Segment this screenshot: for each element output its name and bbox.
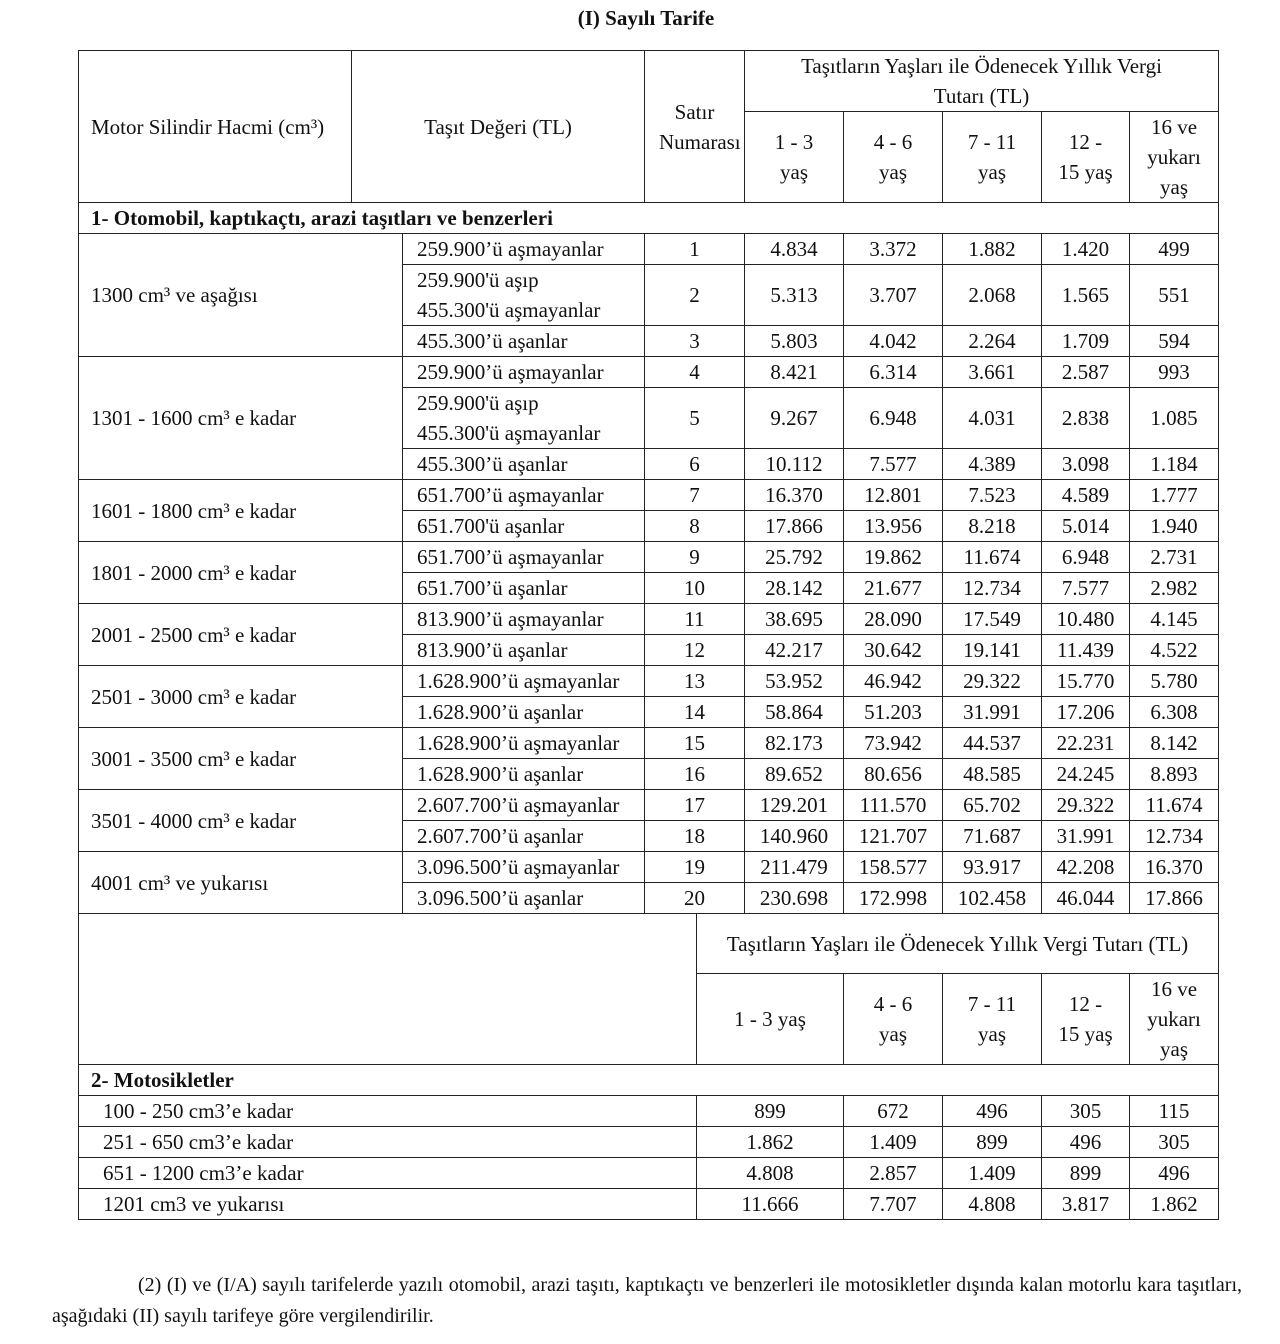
tax-value-cell: 594 xyxy=(1130,326,1219,357)
tax-value-cell: 17.866 xyxy=(745,511,844,542)
tax-value-cell: 1.862 xyxy=(697,1127,844,1158)
vehicle-value-cell: 3.096.500’ü aşanlar xyxy=(403,883,645,914)
table-row xyxy=(79,666,1219,697)
vehicle-value-cell: 813.900’ü aşmayanlar xyxy=(403,604,645,635)
tax-value-cell: 1.184 xyxy=(1130,449,1219,480)
tax-value-cell: 1.565 xyxy=(1042,265,1130,326)
header-motor: Motor Silindir Hacmi (cm³) xyxy=(79,51,352,203)
table-row xyxy=(79,542,1219,573)
tax-value-cell: 4.389 xyxy=(943,449,1042,480)
tax-value-cell: 1.709 xyxy=(1042,326,1130,357)
table-row xyxy=(79,1158,1219,1189)
engine-group-label: 1300 cm³ ve aşağısı xyxy=(79,234,403,357)
tax-value-cell: 6.314 xyxy=(844,357,943,388)
tax-value-cell: 1.777 xyxy=(1130,480,1219,511)
tax-value-cell: 42.217 xyxy=(745,635,844,666)
tax-value-cell: 80.656 xyxy=(844,759,943,790)
header-age: 4 - 6 yaş xyxy=(844,112,943,203)
tax-value-cell: 24.245 xyxy=(1042,759,1130,790)
header-age: 4 - 6 yaş xyxy=(844,974,943,1065)
tax-value-cell: 48.585 xyxy=(943,759,1042,790)
motorcycle-label: 651 - 1200 cm3’e kadar xyxy=(79,1158,697,1189)
tax-value-cell: 8.218 xyxy=(943,511,1042,542)
tax-value-cell: 3.661 xyxy=(943,357,1042,388)
blank-cell xyxy=(79,914,697,1065)
engine-group-label: 4001 cm³ ve yukarısı xyxy=(79,852,403,914)
tax-value-cell: 140.960 xyxy=(745,821,844,852)
vehicle-value-cell: 259.900’ü aşmayanlar xyxy=(403,357,645,388)
tax-value-cell: 4.834 xyxy=(745,234,844,265)
tax-value-cell: 230.698 xyxy=(745,883,844,914)
vehicle-value-cell: 651.700'ü aşanlar xyxy=(403,511,645,542)
tax-value-cell: 19.862 xyxy=(844,542,943,573)
tax-value-cell: 2.264 xyxy=(943,326,1042,357)
tax-value-cell: 305 xyxy=(1130,1127,1219,1158)
tax-value-cell: 4.522 xyxy=(1130,635,1219,666)
tax-value-cell: 496 xyxy=(943,1096,1042,1127)
header-age: 16 ve yukarı yaş xyxy=(1130,112,1219,203)
tax-value-cell: 2.857 xyxy=(844,1158,943,1189)
tax-value-cell: 25.792 xyxy=(745,542,844,573)
tax-value-cell: 993 xyxy=(1130,357,1219,388)
tax-value-cell: 5.780 xyxy=(1130,666,1219,697)
tax-value-cell: 211.479 xyxy=(745,852,844,883)
tax-value-cell: 17.549 xyxy=(943,604,1042,635)
tax-value-cell: 8.421 xyxy=(745,357,844,388)
tax-value-cell: 4.145 xyxy=(1130,604,1219,635)
section2-vergi: Taşıtların Yaşları ile Ödenecek Yıllık Vergi Tutarı (TL) xyxy=(697,914,1219,974)
tax-value-cell: 551 xyxy=(1130,265,1219,326)
tax-value-cell: 12.734 xyxy=(943,573,1042,604)
tax-value-cell: 46.942 xyxy=(844,666,943,697)
vehicle-value-cell: 455.300’ü aşanlar xyxy=(403,326,645,357)
tax-value-cell: 44.537 xyxy=(943,728,1042,759)
table-row xyxy=(79,790,1219,821)
tax-value-cell: 71.687 xyxy=(943,821,1042,852)
tax-value-cell: 102.458 xyxy=(943,883,1042,914)
vehicle-value-cell: 1.628.900’ü aşanlar xyxy=(403,697,645,728)
header-satir: Satır Numarası xyxy=(645,51,745,203)
row-number-cell: 9 xyxy=(645,542,745,573)
tax-value-cell: 17.866 xyxy=(1130,883,1219,914)
row-number-cell: 3 xyxy=(645,326,745,357)
tax-value-cell: 30.642 xyxy=(844,635,943,666)
row-number-cell: 11 xyxy=(645,604,745,635)
engine-group-label: 1301 - 1600 cm³ e kadar xyxy=(79,357,403,480)
tax-value-cell: 4.042 xyxy=(844,326,943,357)
tax-value-cell: 29.322 xyxy=(943,666,1042,697)
row-number-cell: 1 xyxy=(645,234,745,265)
row-number-cell: 6 xyxy=(645,449,745,480)
tax-value-cell: 11.439 xyxy=(1042,635,1130,666)
vehicle-value-cell: 3.096.500’ü aşmayanlar xyxy=(403,852,645,883)
section2-header-row xyxy=(79,914,1219,974)
tax-value-cell: 12.734 xyxy=(1130,821,1219,852)
vehicle-value-cell: 1.628.900’ü aşmayanlar xyxy=(403,728,645,759)
tax-value-cell: 1.882 xyxy=(943,234,1042,265)
tariff-body xyxy=(79,51,1219,1220)
table-row xyxy=(79,1127,1219,1158)
row-number-cell: 8 xyxy=(645,511,745,542)
row-number-cell: 2 xyxy=(645,265,745,326)
tax-value-cell: 5.014 xyxy=(1042,511,1130,542)
tax-value-cell: 73.942 xyxy=(844,728,943,759)
tax-value-cell: 13.956 xyxy=(844,511,943,542)
tax-value-cell: 42.208 xyxy=(1042,852,1130,883)
tax-value-cell: 10.480 xyxy=(1042,604,1130,635)
tax-value-cell: 31.991 xyxy=(1042,821,1130,852)
tax-value-cell: 10.112 xyxy=(745,449,844,480)
tax-value-cell: 2.838 xyxy=(1042,388,1130,449)
table-row xyxy=(79,1096,1219,1127)
tax-value-cell: 7.577 xyxy=(844,449,943,480)
tax-value-cell: 1.409 xyxy=(844,1127,943,1158)
header-row xyxy=(79,51,1219,112)
table-row xyxy=(79,480,1219,511)
tax-value-cell: 8.893 xyxy=(1130,759,1219,790)
tax-value-cell: 5.803 xyxy=(745,326,844,357)
motorcycle-label: 251 - 650 cm3’e kadar xyxy=(79,1127,697,1158)
tax-value-cell: 158.577 xyxy=(844,852,943,883)
engine-group-label: 3001 - 3500 cm³ e kadar xyxy=(79,728,403,790)
tax-value-cell: 7.707 xyxy=(844,1189,943,1220)
tax-value-cell: 6.948 xyxy=(844,388,943,449)
header-age: 1 - 3 yaş xyxy=(745,112,844,203)
tax-value-cell: 38.695 xyxy=(745,604,844,635)
tax-value-cell: 11.674 xyxy=(1130,790,1219,821)
engine-group-label: 2501 - 3000 cm³ e kadar xyxy=(79,666,403,728)
tax-value-cell: 9.267 xyxy=(745,388,844,449)
header-age: 12 - 15 yaş xyxy=(1042,112,1130,203)
motorcycle-label: 1201 cm3 ve yukarısı xyxy=(79,1189,697,1220)
tax-value-cell: 6.948 xyxy=(1042,542,1130,573)
tax-value-cell: 3.098 xyxy=(1042,449,1130,480)
engine-group-label: 3501 - 4000 cm³ e kadar xyxy=(79,790,403,852)
tax-value-cell: 899 xyxy=(1042,1158,1130,1189)
tax-value-cell: 93.917 xyxy=(943,852,1042,883)
tax-value-cell: 4.589 xyxy=(1042,480,1130,511)
table-row xyxy=(79,728,1219,759)
tax-value-cell: 1.940 xyxy=(1130,511,1219,542)
tax-value-cell: 2.731 xyxy=(1130,542,1219,573)
tax-value-cell: 11.666 xyxy=(697,1189,844,1220)
footnote-paragraph: (2) (I) ve (I/A) sayılı tarifelerde yazılı otomobil, arazi taşıtı, kaptıkaçtı ve benzerleri ile motosikletler dışında kalan motorlu kara taşıtları, aşağıdaki (II) sayılı tarifeye göre vergilendirilir. xyxy=(52,1274,1242,1327)
tax-value-cell: 111.570 xyxy=(844,790,943,821)
tax-value-cell: 4.031 xyxy=(943,388,1042,449)
table-row xyxy=(79,234,1219,265)
section-title: 1- Otomobil, kaptıkaçtı, arazi taşıtları ve benzerleri xyxy=(79,203,1219,234)
tax-value-cell: 16.370 xyxy=(1130,852,1219,883)
tax-value-cell: 19.141 xyxy=(943,635,1042,666)
tax-value-cell: 16.370 xyxy=(745,480,844,511)
tax-value-cell: 172.998 xyxy=(844,883,943,914)
tax-value-cell: 129.201 xyxy=(745,790,844,821)
header-age: 16 ve yukarı yaş xyxy=(1130,974,1219,1065)
vehicle-value-cell: 2.607.700’ü aşmayanlar xyxy=(403,790,645,821)
tax-value-cell: 28.090 xyxy=(844,604,943,635)
tax-value-cell: 499 xyxy=(1130,234,1219,265)
row-number-cell: 13 xyxy=(645,666,745,697)
row-number-cell: 16 xyxy=(645,759,745,790)
tax-value-cell: 1.420 xyxy=(1042,234,1130,265)
tax-value-cell: 121.707 xyxy=(844,821,943,852)
tax-value-cell: 17.206 xyxy=(1042,697,1130,728)
vehicle-value-cell: 259.900'ü aşıp 455.300'ü aşmayanlar xyxy=(403,388,645,449)
vehicle-value-cell: 455.300’ü aşanlar xyxy=(403,449,645,480)
tax-value-cell: 899 xyxy=(943,1127,1042,1158)
table-row xyxy=(79,357,1219,388)
tax-value-cell: 58.864 xyxy=(745,697,844,728)
vehicle-value-cell: 651.700’ü aşanlar xyxy=(403,573,645,604)
row-number-cell: 19 xyxy=(645,852,745,883)
vehicle-value-cell: 651.700’ü aşmayanlar xyxy=(403,480,645,511)
section-title: 2- Motosikletler xyxy=(79,1065,1219,1096)
section-row xyxy=(79,203,1219,234)
tax-value-cell: 22.231 xyxy=(1042,728,1130,759)
vehicle-value-cell: 1.628.900’ü aşmayanlar xyxy=(403,666,645,697)
tax-value-cell: 4.808 xyxy=(697,1158,844,1189)
table-row xyxy=(79,852,1219,883)
row-number-cell: 5 xyxy=(645,388,745,449)
row-number-cell: 15 xyxy=(645,728,745,759)
vehicle-value-cell: 813.900’ü aşanlar xyxy=(403,635,645,666)
vehicle-value-cell: 259.900’ü aşmayanlar xyxy=(403,234,645,265)
engine-group-label: 1801 - 2000 cm³ e kadar xyxy=(79,542,403,604)
tax-value-cell: 305 xyxy=(1042,1096,1130,1127)
table-row xyxy=(79,1189,1219,1220)
row-number-cell: 7 xyxy=(645,480,745,511)
tax-value-cell: 46.044 xyxy=(1042,883,1130,914)
engine-group-label: 2001 - 2500 cm³ e kadar xyxy=(79,604,403,666)
tax-value-cell: 8.142 xyxy=(1130,728,1219,759)
vehicle-value-cell: 259.900'ü aşıp 455.300'ü aşmayanlar xyxy=(403,265,645,326)
tax-value-cell: 11.674 xyxy=(943,542,1042,573)
tax-value-cell: 3.372 xyxy=(844,234,943,265)
tax-value-cell: 51.203 xyxy=(844,697,943,728)
tax-value-cell: 15.770 xyxy=(1042,666,1130,697)
tax-value-cell: 89.652 xyxy=(745,759,844,790)
tax-value-cell: 65.702 xyxy=(943,790,1042,821)
tax-value-cell: 3.707 xyxy=(844,265,943,326)
motorcycle-label: 100 - 250 cm3’e kadar xyxy=(79,1096,697,1127)
tax-value-cell: 28.142 xyxy=(745,573,844,604)
tax-value-cell: 1.409 xyxy=(943,1158,1042,1189)
tariff-title: (I) Sayılı Tarife xyxy=(577,6,715,30)
vehicle-value-cell: 1.628.900’ü aşanlar xyxy=(403,759,645,790)
tax-value-cell: 7.523 xyxy=(943,480,1042,511)
row-number-cell: 10 xyxy=(645,573,745,604)
row-number-cell: 20 xyxy=(645,883,745,914)
tax-value-cell: 672 xyxy=(844,1096,943,1127)
header-vergi: Taşıtların Yaşları ile Ödenecek Yıllık Vergi Tutarı (TL) xyxy=(745,51,1219,112)
tax-value-cell: 4.808 xyxy=(943,1189,1042,1220)
header-age: 7 - 11 yaş xyxy=(943,112,1042,203)
header-deger: Taşıt Değeri (TL) xyxy=(352,51,645,203)
tax-value-cell: 6.308 xyxy=(1130,697,1219,728)
row-number-cell: 14 xyxy=(645,697,745,728)
tax-value-cell: 1.862 xyxy=(1130,1189,1219,1220)
section-row xyxy=(79,1065,1219,1096)
tax-value-cell: 2.587 xyxy=(1042,357,1130,388)
tax-value-cell: 7.577 xyxy=(1042,573,1130,604)
engine-group-label: 1601 - 1800 cm³ e kadar xyxy=(79,480,403,542)
row-number-cell: 4 xyxy=(645,357,745,388)
vehicle-value-cell: 2.607.700’ü aşanlar xyxy=(403,821,645,852)
row-number-cell: 12 xyxy=(645,635,745,666)
tax-value-cell: 82.173 xyxy=(745,728,844,759)
tax-value-cell: 31.991 xyxy=(943,697,1042,728)
tax-value-cell: 29.322 xyxy=(1042,790,1130,821)
tax-value-cell: 899 xyxy=(697,1096,844,1127)
tax-value-cell: 1.085 xyxy=(1130,388,1219,449)
table-row xyxy=(79,604,1219,635)
tax-value-cell: 3.817 xyxy=(1042,1189,1130,1220)
row-number-cell: 17 xyxy=(645,790,745,821)
row-number-cell: 18 xyxy=(645,821,745,852)
tax-value-cell: 5.313 xyxy=(745,265,844,326)
tax-value-cell: 12.801 xyxy=(844,480,943,511)
tax-value-cell: 21.677 xyxy=(844,573,943,604)
header-age: 12 - 15 yaş xyxy=(1042,974,1130,1065)
vehicle-value-cell: 651.700’ü aşmayanlar xyxy=(403,542,645,573)
tax-value-cell: 496 xyxy=(1042,1127,1130,1158)
tax-value-cell: 2.068 xyxy=(943,265,1042,326)
tax-value-cell: 115 xyxy=(1130,1096,1219,1127)
tariff-table xyxy=(78,50,1219,1220)
header-age: 1 - 3 yaş xyxy=(697,974,844,1065)
tax-value-cell: 2.982 xyxy=(1130,573,1219,604)
header-age: 7 - 11 yaş xyxy=(943,974,1042,1065)
tax-value-cell: 496 xyxy=(1130,1158,1219,1189)
tax-value-cell: 53.952 xyxy=(745,666,844,697)
